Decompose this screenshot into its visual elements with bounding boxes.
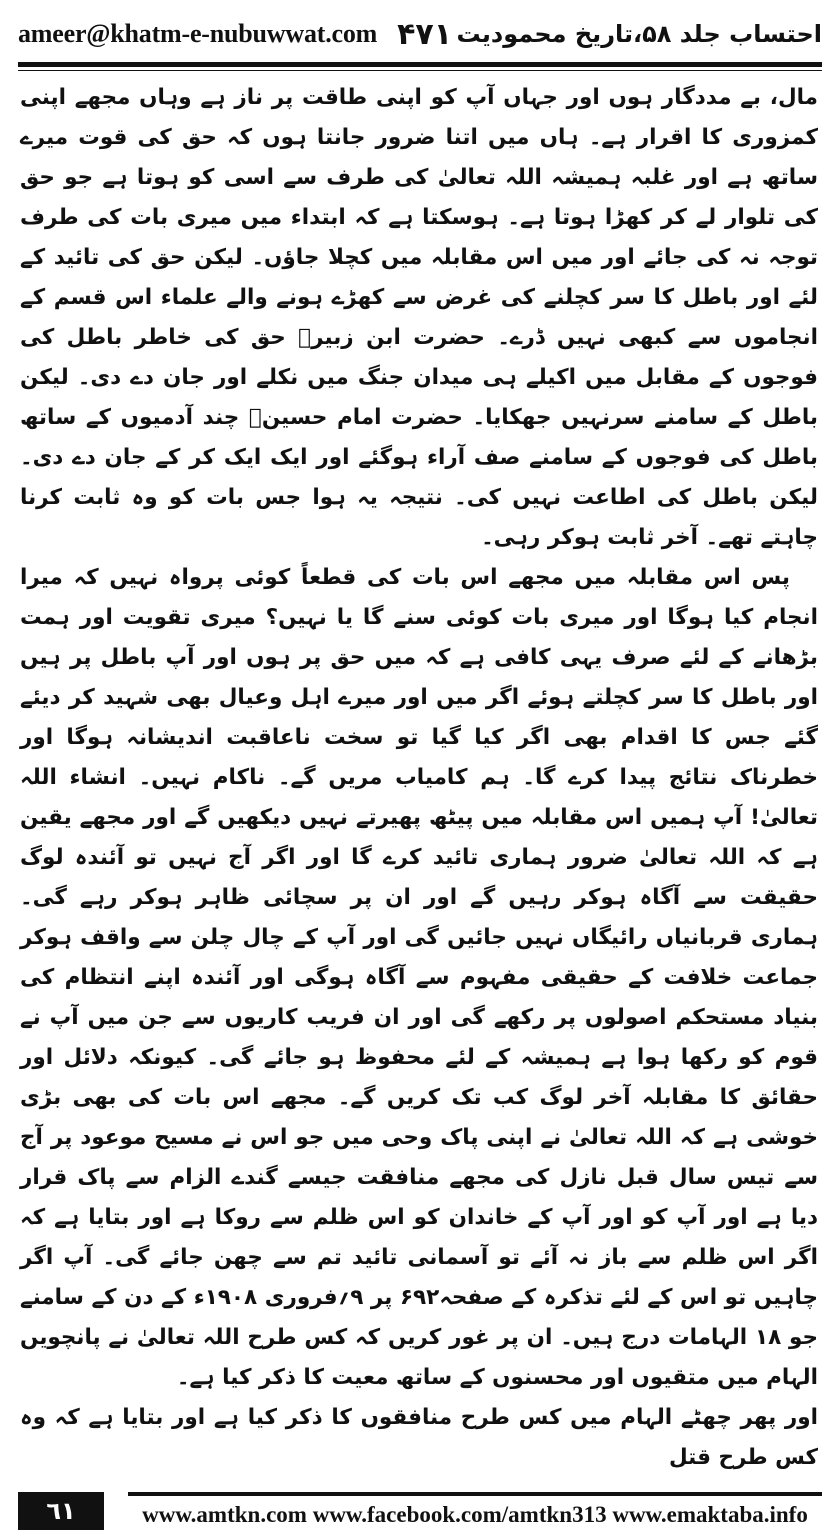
body-paragraph-3: اور پھر چھٹے الہام میں کس طرح منافقوں کا ذکر کیا ہے اور بتایا ہے کہ وہ کس طرح قتل (20, 1405, 818, 1470)
footer-page-number: ٦١ (18, 1492, 104, 1530)
header-page-number: ۴۷۱ (397, 16, 453, 52)
body-paragraph-2: پس اس مقابلہ میں مجھے اس بات کی قطعاً کوئی پرواہ نہیں کہ میرا انجام کیا ہوگا اور میری بات کوئی سنے گا یا نہیں؟ میری تقویت اور ہمت بڑھانے کے لئے صرف یہی کافی ہے کہ میں حق پر ہوں اور آپ باطل پر ہیں اور باطل کا سر کچلتے ہوئے اگر میں اور میرے اہل وعیال بھی شہید کر دیئے گئے جس کا اقدام بھی اگر کیا گیا تو سخت ناعاقبت اندیشانہ ہوگا اور خطرناک نتائج پیدا کرے گا۔ ہم کامیاب مریں گے۔ ناکام نہیں۔ انشاء اللہ تعالیٰ! آپ ہمیں اس مقابلہ میں پیٹھ پھیرتے نہیں دیکھیں گے اور مجھے یقین ہے کہ اللہ تعالیٰ ضرور ہماری تائید کرے گا اور اگر آج نہیں تو آئندہ لوگ حقیقت سے آگاہ ہوکر رہیں گے اور ان پر سچائی ظاہر ہوکر رہے گی۔ ہماری قربانیاں رائیگاں نہیں جائیں گی اور آپ کے چال چلن سے واقف ہوکر جماعت خلافت کے حقیقی مفہوم سے آگاہ ہوگی اور آئندہ اپنے انتظام کی بنیاد مستحکم اصولوں پر رکھے گی اور ان فریب کاریوں سے جن میں آپ نے قوم کو رکھا ہوا ہے ہمیشہ کے لئے محفوظ ہو جائے گی۔ کیونکہ دلائل اور حقائق کا مقابلہ آخر لوگ کب تک کریں گے۔ مجھے اس بات کی بھی بڑی خوشی ہے کہ اللہ تعالیٰ نے اپنی پاک وحی میں جو اس نے مسیح موعود پر آج سے تیس سال قبل نازل کی مجھے منافقت جیسے گندے الزام سے پاک قرار دیا ہے اور آپ کو اور آپ کے خاندان کو اس ظلم سے روکا ہے اور بتایا ہے کہ اگر اس ظلم سے باز نہ آئے تو آسمانی تائید تم سے چھن جائے گی۔ آپ اگر چاہیں تو اس کے لئے تذکرہ کے صفحہ۶۹۲ پر ۹؍فروری ۱۹۰۸ء کے دن کے سامنے جو ۱۸ الہامات درج ہیں۔ ان پر غور کریں کہ کس طرح اللہ تعالیٰ نے پانچویں الہام میں متقیوں اور محسنوں کے ساتھ معیت کا ذکر کیا ہے۔ (20, 565, 819, 1390)
body-paragraph-1: مال، بے مددگار ہوں اور جہاں آپ کو اپنی طاقت پر ناز ہے وہاں مجھے اپنی کمزوری کا اقرار ہے۔ ہاں میں اتنا ضرور جانتا ہوں کہ حق کی قوت میرے ساتھ ہے اور غلبہ ہمیشہ اللہ تعالیٰ کی طرف سے اسی کو ہوتا ہے جو حق کی تلوار لے کر کھڑا ہوتا ہے۔ ہوسکتا ہے کہ ابتداء میں میری بات کی طرف توجہ نہ کی جائے اور میں اس مقابلہ میں کچلا جاؤں۔ لیکن حق کی تائید کے لئے اور باطل کا سر کچلنے کی غرض سے کھڑے ہونے والے علماء اس قسم کے انجاموں سے کبھی نہیں ڈرے۔ حضرت ابن زبیرؓ حق کی خاطر باطل کی فوجوں کے مقابل میں اکیلے ہی میدان جنگ میں نکلے اور جان دے دی۔ لیکن باطل کے سامنے سرنہیں جھکایا۔ حضرت امام حسینؓ چند آدمیوں کے ساتھ باطل کی فوجوں کے سامنے صف آراء ہوگئے اور ایک ایک کر کے جان دے دی۔ لیکن باطل کی اطاعت نہیں کی۔ نتیجہ یہ ہوا جس بات کو وہ ثابت کرنا چاہتے تھے۔ آخر ثابت ہوکر رہی۔ (20, 85, 818, 550)
page-header (18, 14, 822, 54)
footer-rule (128, 1492, 822, 1496)
header-rule-thick (18, 62, 822, 67)
header-rule-thin (18, 70, 822, 71)
header-book-title: احتساب جلد ۵۸،تاریخ محمودیت (456, 20, 822, 48)
footer-urls: www.amtkn.com www.facebook.com/amtkn313 www.emaktaba.info (142, 1502, 808, 1527)
page-footer (18, 1492, 822, 1532)
header-email: ameer@khatm-e-nubuwwat.com (18, 19, 378, 48)
page-body-text (20, 78, 818, 1478)
header-left-group (18, 17, 452, 52)
